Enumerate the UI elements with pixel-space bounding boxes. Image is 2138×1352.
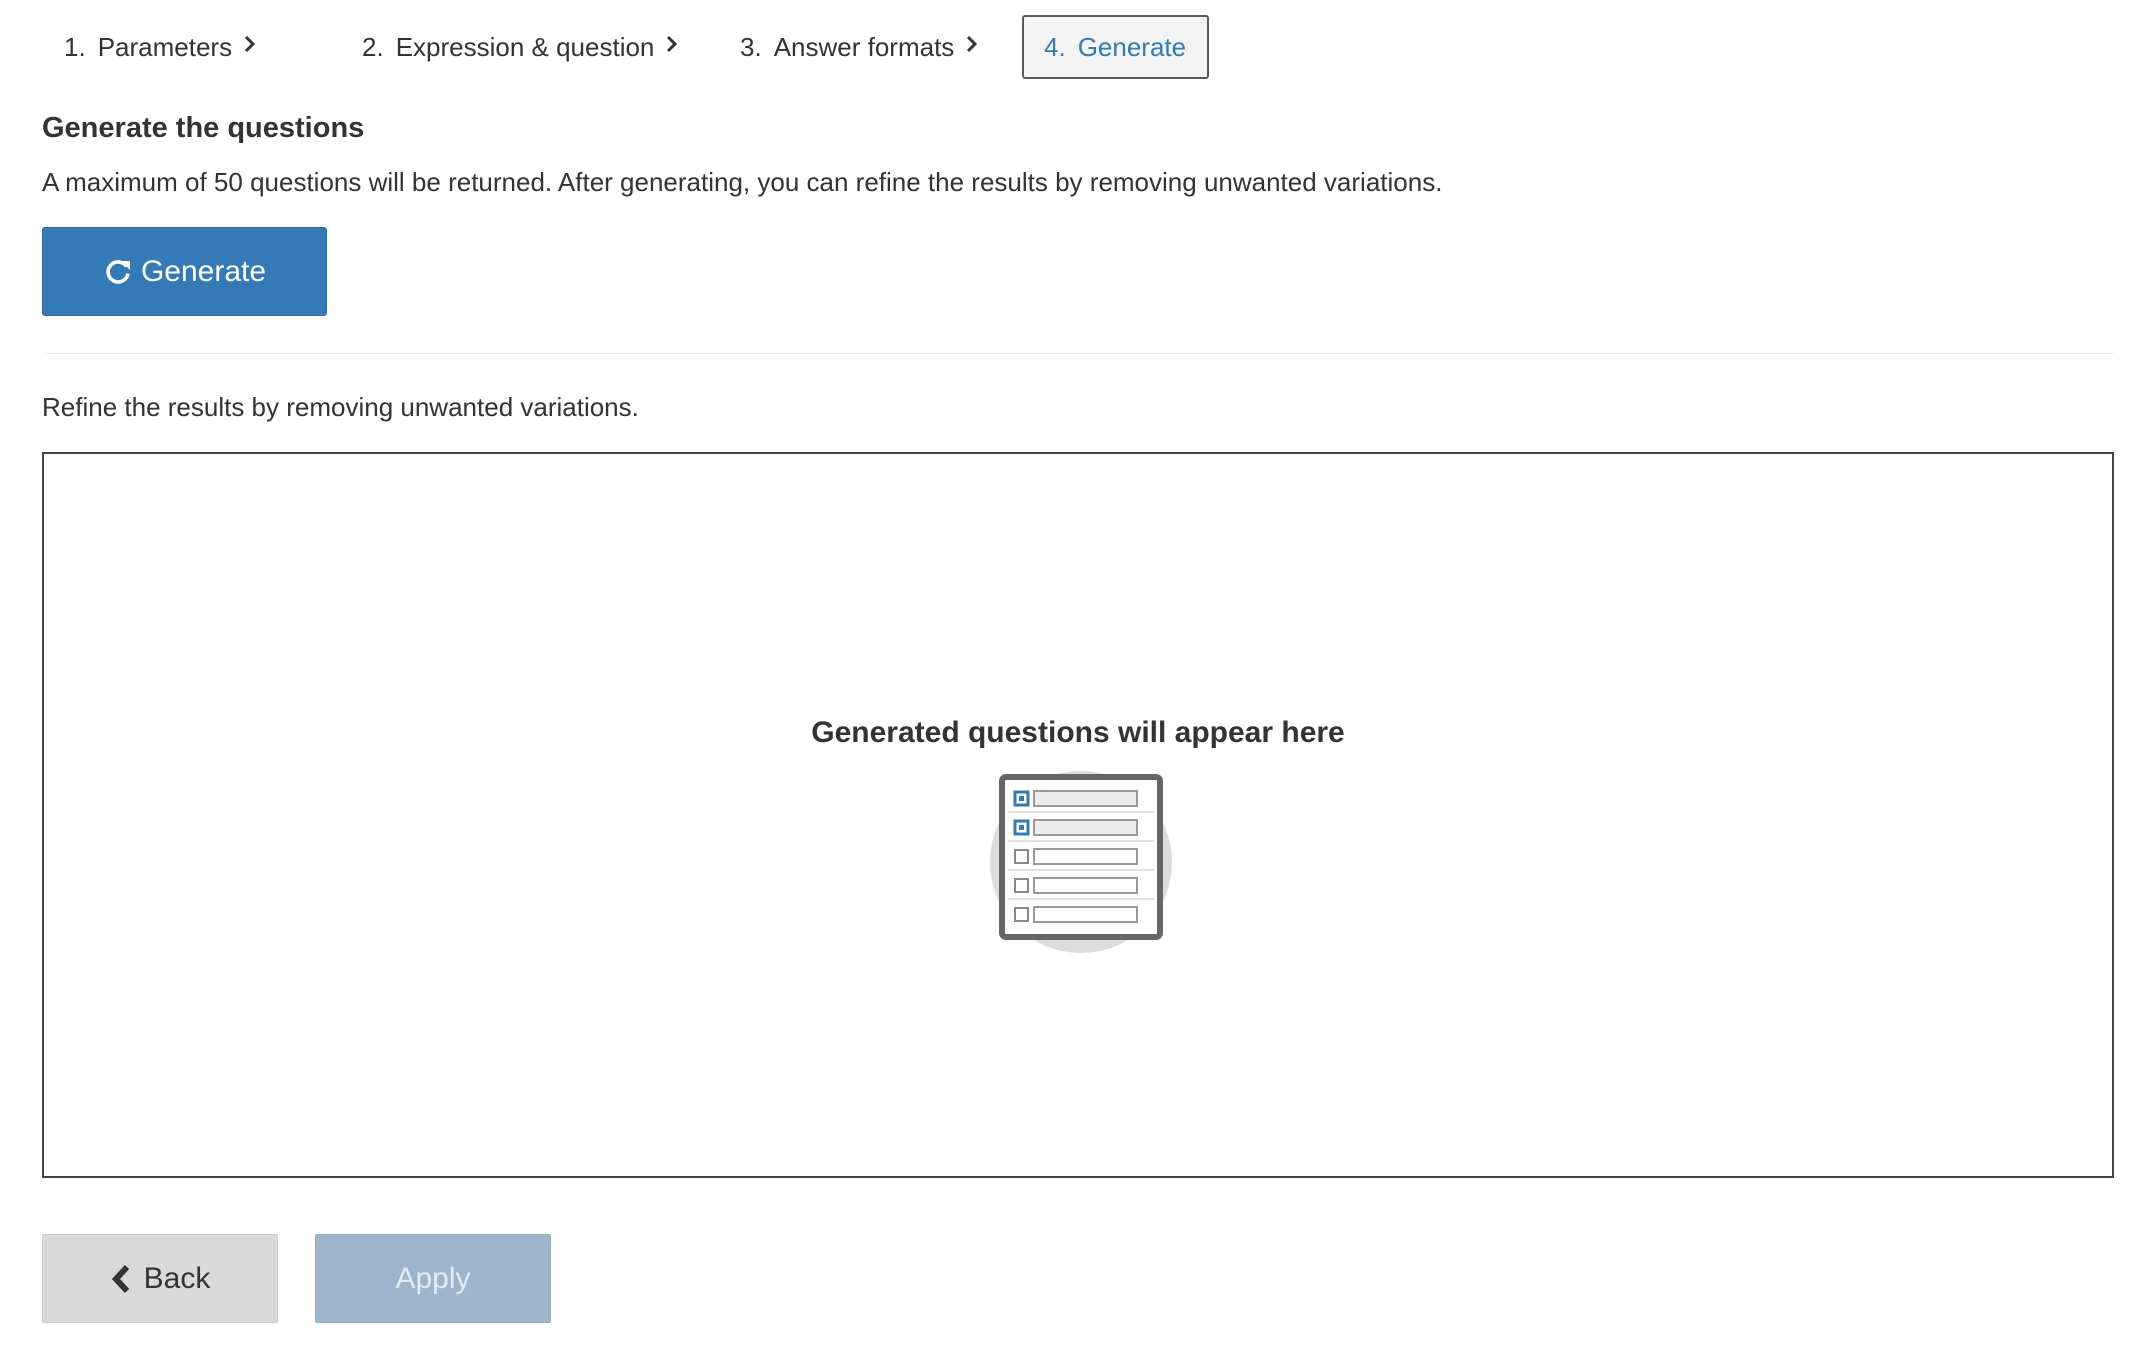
step-label: Generate xyxy=(1077,31,1187,62)
step-navigation xyxy=(42,15,1209,79)
apply-button-label: Apply xyxy=(395,1261,471,1295)
step-number: 4. xyxy=(1044,31,1066,62)
step-label: Expression & question xyxy=(395,31,655,62)
generate-intro-text: A maximum of 50 questions will be returned. After generating, you can refine the results by removing unwanted variations. xyxy=(42,167,1443,197)
generate-button-label: Generate xyxy=(140,254,267,288)
empty-state-title: Generated questions will appear here xyxy=(811,716,1345,749)
refine-instruction-text: Refine the results by removing unwanted variations. xyxy=(42,392,639,422)
section-heading: Generate the questions xyxy=(42,112,365,144)
chevron-right-icon xyxy=(662,34,682,54)
step-tab-parameters[interactable] xyxy=(42,15,362,79)
step-number: 1. xyxy=(64,31,86,62)
back-button[interactable] xyxy=(42,1234,278,1323)
section-divider xyxy=(42,353,2114,354)
refresh-icon xyxy=(103,257,133,287)
step-tab-generate[interactable] xyxy=(1022,15,1209,79)
step-label: Answer formats xyxy=(773,31,955,62)
step-tab-expression-question[interactable] xyxy=(362,15,740,79)
chevron-right-icon xyxy=(240,34,260,54)
step-label: Parameters xyxy=(97,31,233,62)
apply-button[interactable] xyxy=(315,1234,551,1323)
chevron-right-icon xyxy=(962,34,982,54)
generated-questions-panel xyxy=(42,452,2114,1178)
back-button-label: Back xyxy=(143,1261,211,1295)
chevron-left-icon xyxy=(110,1264,132,1294)
step-tab-answer-formats[interactable] xyxy=(740,15,1022,79)
step-number: 2. xyxy=(362,31,384,62)
generate-button[interactable] xyxy=(42,227,327,316)
checklist-illustration-icon xyxy=(988,769,1174,955)
step-number: 3. xyxy=(740,31,762,62)
